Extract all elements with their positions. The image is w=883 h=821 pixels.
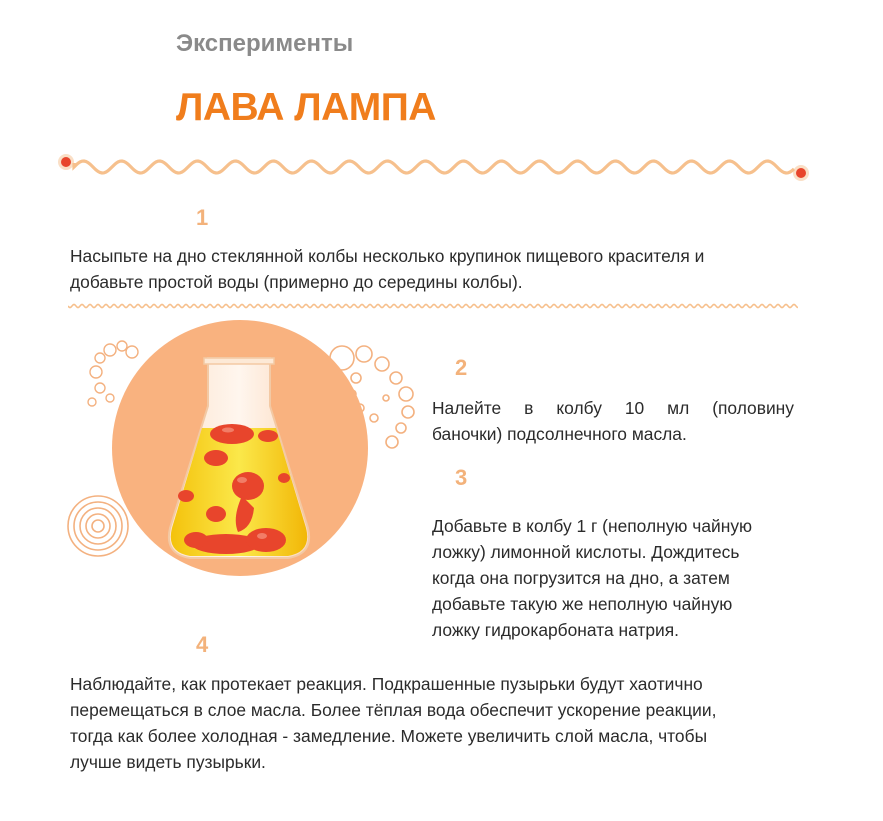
step-4-line: лучше видеть пузырьки. [70,752,266,772]
lava-lamp-flask-icon [56,318,436,618]
wave-divider [52,148,820,188]
step-3-line: добавьте такую же неполную чайную [432,594,733,614]
right-sun-icon [793,165,809,181]
step-1-line: добавьте простой воды (примерно до середины колбы). [70,272,523,292]
dotted-separator [68,302,798,310]
step-3-line: когда она погрузится на дно, а затем [432,568,730,588]
step-4-number: 4 [196,632,209,657]
page-title: ЛАВА ЛАМПА [176,86,436,129]
step-4-line: тогда как более холодная - замедление. Можете увеличить слой масла, чтобы [70,726,708,746]
step-2-line: баночки) подсолнечного масла. [432,424,687,444]
step-2-number: 2 [455,355,468,380]
step-2-text [432,395,794,447]
step-4-line: Наблюдайте, как протекает реакция. Подкрашенные пузырьки будут хаотично [70,674,703,694]
step-1-number: 1 [196,205,209,230]
step-4-line: перемещаться в слое масла. Более тёплая вода обеспечит ускорение реакции, [70,700,717,720]
step-3-number: 3 [455,465,468,490]
step-1-line: Насыпьте на дно стеклянной колбы несколько крупинок пищевого красителя и [70,246,705,266]
section-label: Эксперименты [176,30,354,57]
step-4-text [70,671,800,775]
step-1-text [70,243,796,295]
step-3-line: Добавьте в колбу 1 г (неполную чайную [432,516,753,536]
step-3-line: ложку) лимонной кислоты. Дождитесь [432,542,740,562]
step-3-text [432,513,802,643]
left-sun-icon [58,154,74,170]
step-2-line: Налейте в колбу 10 мл (половину [432,398,794,418]
step-3-line: ложку гидрокарбоната натрия. [432,620,679,640]
